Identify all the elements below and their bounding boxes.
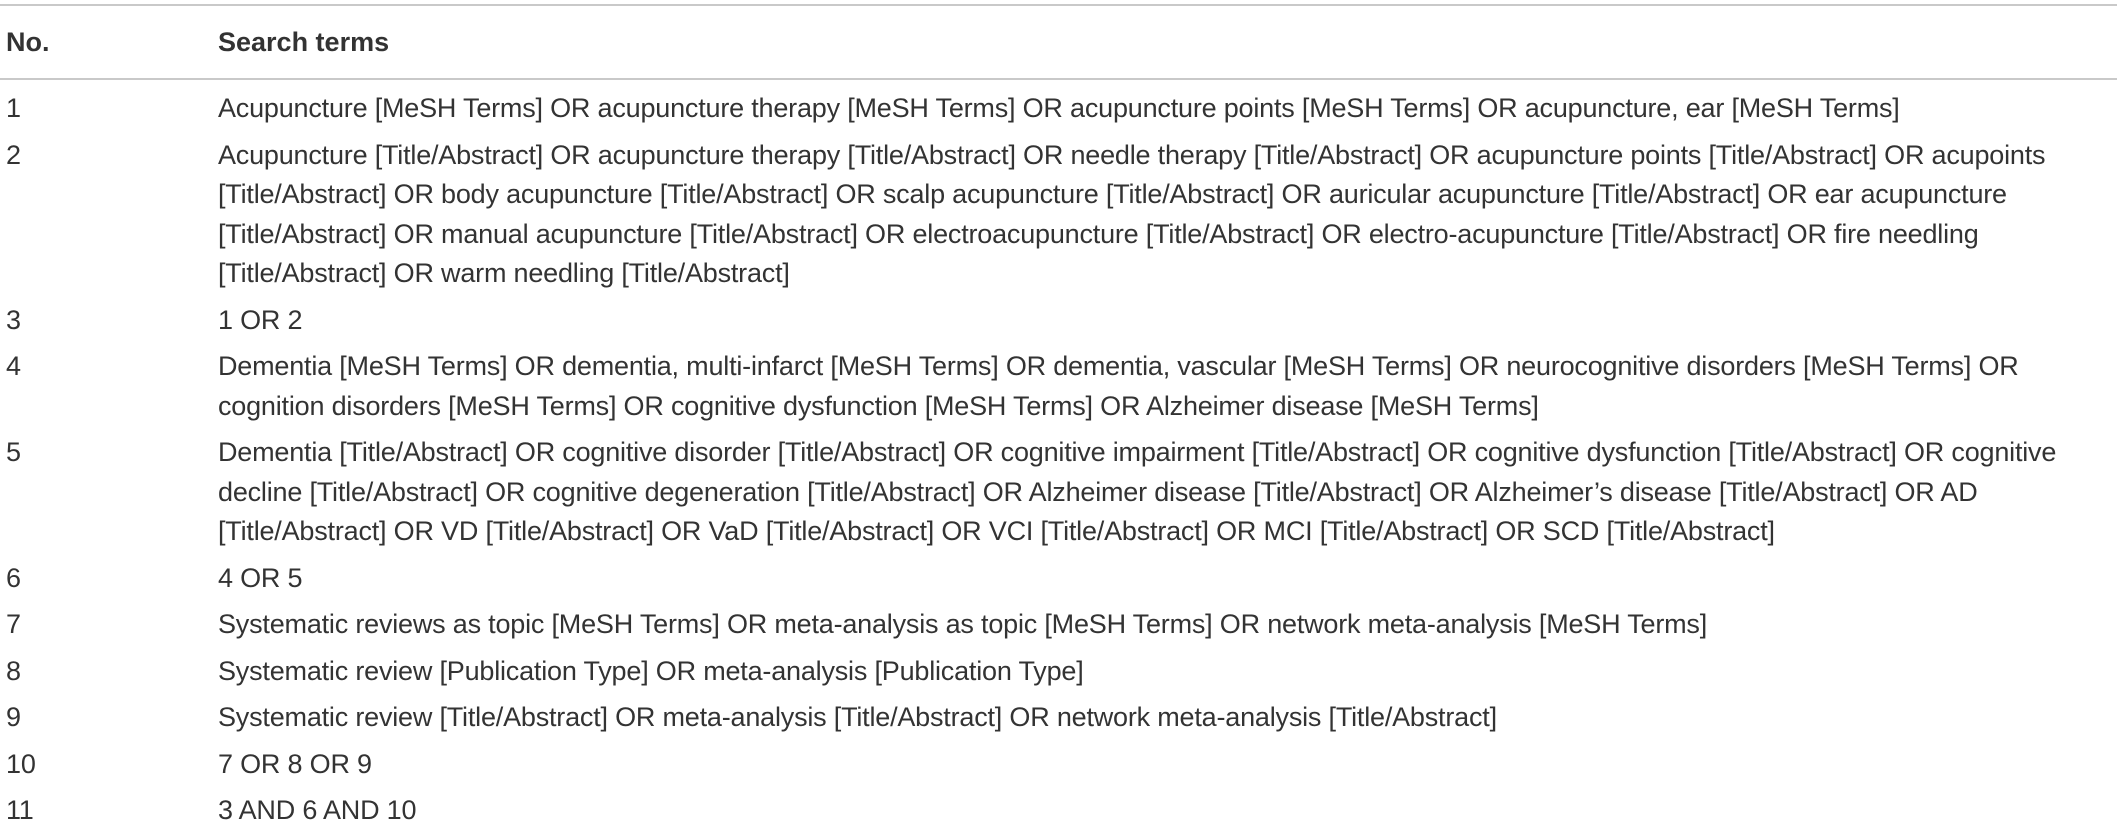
header-no: No. [6, 26, 50, 57]
row-number: 3 [6, 304, 21, 335]
table-row [0, 559, 2117, 606]
row-number: 5 [6, 437, 21, 467]
row-search-terms: Dementia [Title/Abstract] OR cognitive disorder [Title/Abstract] OR cognitive impairment [Title/Abstract] OR cognitive dysfunction [Title/Abstract] OR cognitive decline [Title/Abstract] OR cognitive degeneration [Title/Abstract] OR Alzheimer disease [Title/Abstract] OR Alzheimer’s disease [Title/Abstract] OR AD [Title/Abstract] OR VD [Title/Abstract] OR VaD [Title/Abstract] OR VCI [Title/Abstract] OR MCI [Title/Abstract] OR SCD [Title/Abstract] [218, 437, 2057, 546]
table-row [0, 605, 2117, 652]
row-number: 10 [6, 748, 36, 779]
table-row [0, 136, 2117, 301]
table-row [0, 347, 2117, 433]
table-body [0, 79, 2117, 838]
header-row [0, 5, 2117, 79]
row-number: 6 [6, 562, 21, 593]
row-search-terms: Dementia [MeSH Terms] OR dementia, multi-infarct [MeSH Terms] OR dementia, vascular [MeSH Terms] OR neurocognitive disorders [MeSH Terms] OR cognition disorders [MeSH Terms] OR cognitive dysfunction [MeSH Terms] OR Alzheimer disease [MeSH Terms] [218, 351, 2019, 421]
table-header [0, 5, 2117, 79]
row-number: 2 [6, 139, 21, 170]
table-row [0, 652, 2117, 699]
row-number: 7 [6, 609, 21, 639]
row-search-terms: 4 OR 5 [218, 562, 303, 593]
search-strategy-table [0, 4, 2117, 838]
row-search-terms: 1 OR 2 [218, 304, 303, 335]
row-search-terms: Systematic review [Publication Type] OR meta-analysis [Publication Type] [218, 655, 1084, 686]
row-number: 1 [6, 93, 21, 123]
row-number: 11 [6, 795, 34, 825]
header-search-terms: Search terms [218, 26, 390, 57]
row-number: 9 [6, 702, 21, 732]
row-number: 4 [6, 351, 21, 381]
row-search-terms: 3 AND 6 AND 10 [218, 795, 417, 825]
row-search-terms: 7 OR 8 OR 9 [218, 748, 372, 779]
table-row [0, 433, 2117, 559]
table-row [0, 301, 2117, 348]
row-search-terms: Acupuncture [MeSH Terms] OR acupuncture therapy [MeSH Terms] OR acupuncture points [MeSH Terms] OR acupuncture, ear [MeSH Terms] [218, 93, 1900, 123]
row-number: 8 [6, 655, 21, 686]
table-row [0, 698, 2117, 745]
table-row [0, 791, 2117, 838]
table-row [0, 745, 2117, 792]
row-search-terms: Systematic reviews as topic [MeSH Terms] OR meta-analysis as topic [MeSH Terms] OR network meta-analysis [MeSH Terms] [218, 609, 1708, 639]
row-search-terms: Systematic review [Title/Abstract] OR meta-analysis [Title/Abstract] OR network meta-analysis [Title/Abstract] [218, 702, 1497, 732]
row-search-terms: Acupuncture [Title/Abstract] OR acupuncture therapy [Title/Abstract] OR needle therapy [Title/Abstract] OR acupuncture points [Title/Abstract] OR acupoints [Title/Abstract] OR body acupuncture [Title/Abstract] OR scalp acupuncture [Title/Abstract] OR auricular acupuncture [Title/Abstract] OR ear acupuncture [Title/Abstract] OR manual acupuncture [Title/Abstract] OR electroacupuncture [Title/Abstract] OR electro-acupuncture [Title/Abstract] OR fire needling [Title/Abstract] OR warm needling [Title/Abstract] [218, 139, 2046, 288]
table-row [0, 79, 2117, 136]
